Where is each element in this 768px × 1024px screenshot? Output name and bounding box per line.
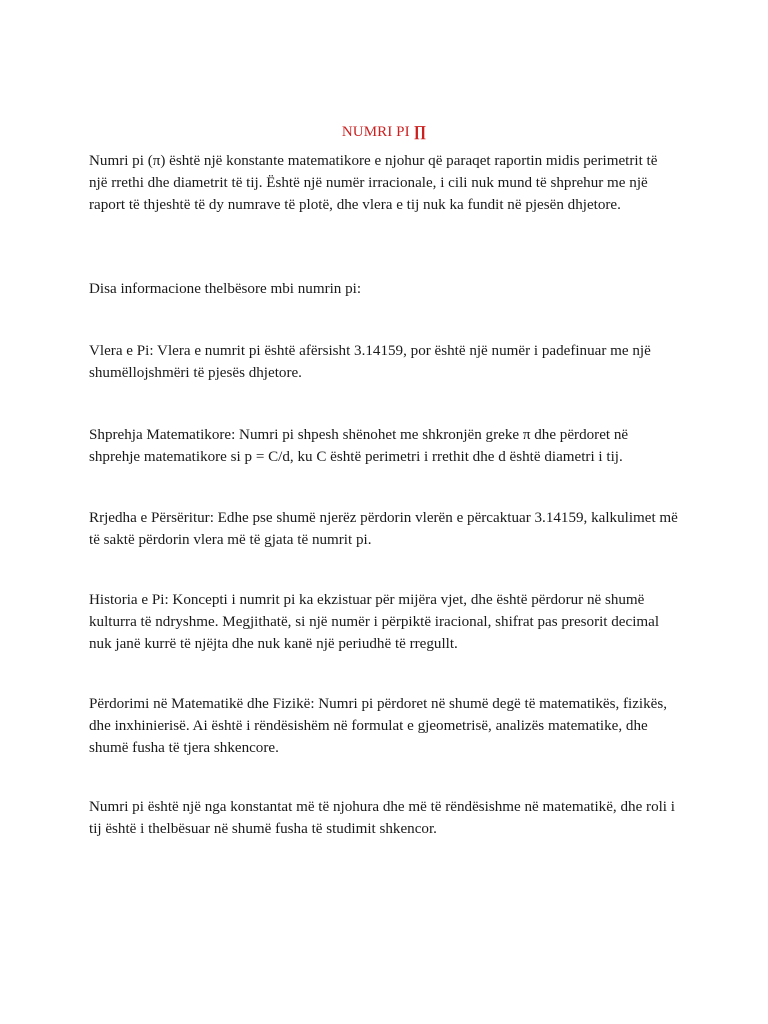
title-text: NUMRI PI xyxy=(341,124,410,140)
paragraph-conclusion: Numri pi është një nga konstantat më të njohura dhe më të rëndësishme në matematikë, dhe roli i tij është i thelbësuar në shumë fusha të studimit shkencor. xyxy=(89,799,675,837)
paragraph-intro: Numri pi (π) është një konstante matematikore e njohur që paraqet raportin midis perimetrit të një rrethi dhe diametrit të tij. Është një numër irracionale, i cili nuk mund të shprehur me një raport të thjeshtë të dy numrave të plotë, dhe vlera e tij nuk ka fundit në pjesën dhjetore. xyxy=(89,153,658,213)
pi-product-symbol: ∏ xyxy=(413,124,427,140)
paragraph-history: Historia e Pi: Koncepti i numrit pi ka ekzistuar për mijëra vjet, dhe është përdorur në shumë kulturra të ndryshme. Megjithatë, si një numër i përpiktë iracional, shifrat pas presorit decimal nuk janë kurrë të njëjta dhe nuk kanë një periudhë të rregullt. xyxy=(89,592,660,652)
paragraph-value: Vlera e Pi: Vlera e numrit pi është afërsisht 3.14159, por është një numër i padefinuar me një shumëllojshmëri të pjesës dhjetore. xyxy=(89,343,651,381)
paragraph-usage: Përdorimi në Matematikë dhe Fizikë: Numri pi përdoret në shumë degë të matematikës, fizikës, dhe inxhinierisë. Ai është i rëndësishëm në formulat e gjeometrisë, analizës matematike, dhe shumë fusha të tjera shkencore. xyxy=(89,696,667,756)
paragraph-repetition: Rrjedha e Përsëritur: Edhe pse shumë njerëz përdorin vlerën e përcaktuar 3.14159, kalkulimet më të saktë përdorin vlera më të gjata të numrit pi. xyxy=(89,510,678,548)
paragraph-info-heading: Disa informacione thelbësore mbi numrin pi: xyxy=(89,281,362,297)
paragraph-expression: Shprehja Matematikore: Numri pi shpesh shënohet me shkronjën greke π dhe përdoret në shprehje matematikore si p = C/d, ku C është perimetri i rrethit dhe d është diametri i tij. xyxy=(89,427,629,465)
document-title xyxy=(0,122,768,142)
